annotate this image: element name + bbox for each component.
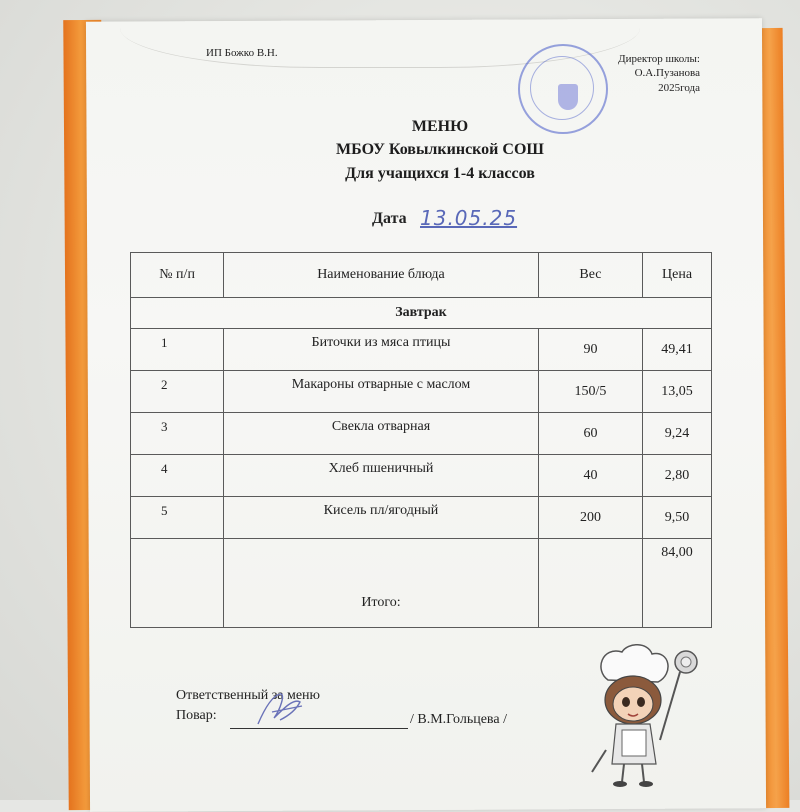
responsible-label: Ответственный за меню — [176, 688, 320, 703]
total-value: 84,00 — [643, 539, 712, 628]
director-name: О.А.Пузанова — [634, 67, 700, 79]
director-title: Директор школы: — [618, 53, 700, 65]
row-num: 3 — [131, 413, 224, 455]
total-empty-cell — [538, 539, 642, 628]
date-handwritten: 13.05.25 — [420, 206, 518, 230]
row-dish: Кисель пл/ягодный — [224, 497, 539, 539]
row-weight: 60 — [538, 413, 642, 455]
cook-name: / В.М.Гольцева / — [410, 712, 507, 727]
row-price: 13,05 — [643, 371, 712, 413]
header-price: Цена — [643, 253, 712, 298]
row-dish: Свекла отварная — [224, 413, 539, 455]
stamp-emblem-icon — [558, 84, 578, 110]
chef-girl-cartoon-icon — [586, 640, 716, 790]
header-num: № п/п — [131, 253, 224, 298]
row-price: 49,41 — [643, 329, 712, 371]
signature-scribble-icon — [250, 688, 310, 728]
row-num: 1 — [131, 329, 224, 371]
table-row — [131, 497, 712, 539]
row-price: 9,24 — [643, 413, 712, 455]
signature-line — [230, 728, 408, 729]
entrepreneur-label: ИП Божко В.Н. — [206, 47, 278, 59]
cook-label: Повар: — [176, 708, 217, 723]
table-header-row — [131, 253, 712, 298]
row-num: 2 — [131, 371, 224, 413]
header-weight: Вес — [538, 253, 642, 298]
total-empty-cell — [131, 539, 224, 628]
section-row — [131, 298, 712, 329]
menu-table — [130, 252, 712, 628]
row-weight: 40 — [538, 455, 642, 497]
header-dish: Наименование блюда — [224, 253, 539, 298]
row-price: 2,80 — [643, 455, 712, 497]
row-dish: Макароны отварные с маслом — [224, 371, 539, 413]
row-num: 5 — [131, 497, 224, 539]
row-price: 9,50 — [643, 497, 712, 539]
table-row — [131, 455, 712, 497]
table-row — [131, 329, 712, 371]
total-row — [131, 539, 712, 628]
total-label: Итого: — [224, 539, 539, 628]
date-label: Дата — [372, 210, 407, 227]
table-row — [131, 413, 712, 455]
row-dish: Хлеб пшеничный — [224, 455, 539, 497]
section-breakfast: Завтрак — [131, 298, 712, 329]
row-weight: 90 — [538, 329, 642, 371]
row-weight: 200 — [538, 497, 642, 539]
row-weight: 150/5 — [538, 371, 642, 413]
approval-year: 2025года — [658, 82, 700, 94]
row-num: 4 — [131, 455, 224, 497]
table-row — [131, 371, 712, 413]
audience-line: Для учащихся 1-4 классов — [345, 165, 535, 182]
school-name: МБОУ Ковылкинской СОШ — [336, 141, 544, 158]
row-dish: Биточки из мяса птицы — [224, 329, 539, 371]
menu-title: МЕНЮ — [411, 118, 469, 135]
